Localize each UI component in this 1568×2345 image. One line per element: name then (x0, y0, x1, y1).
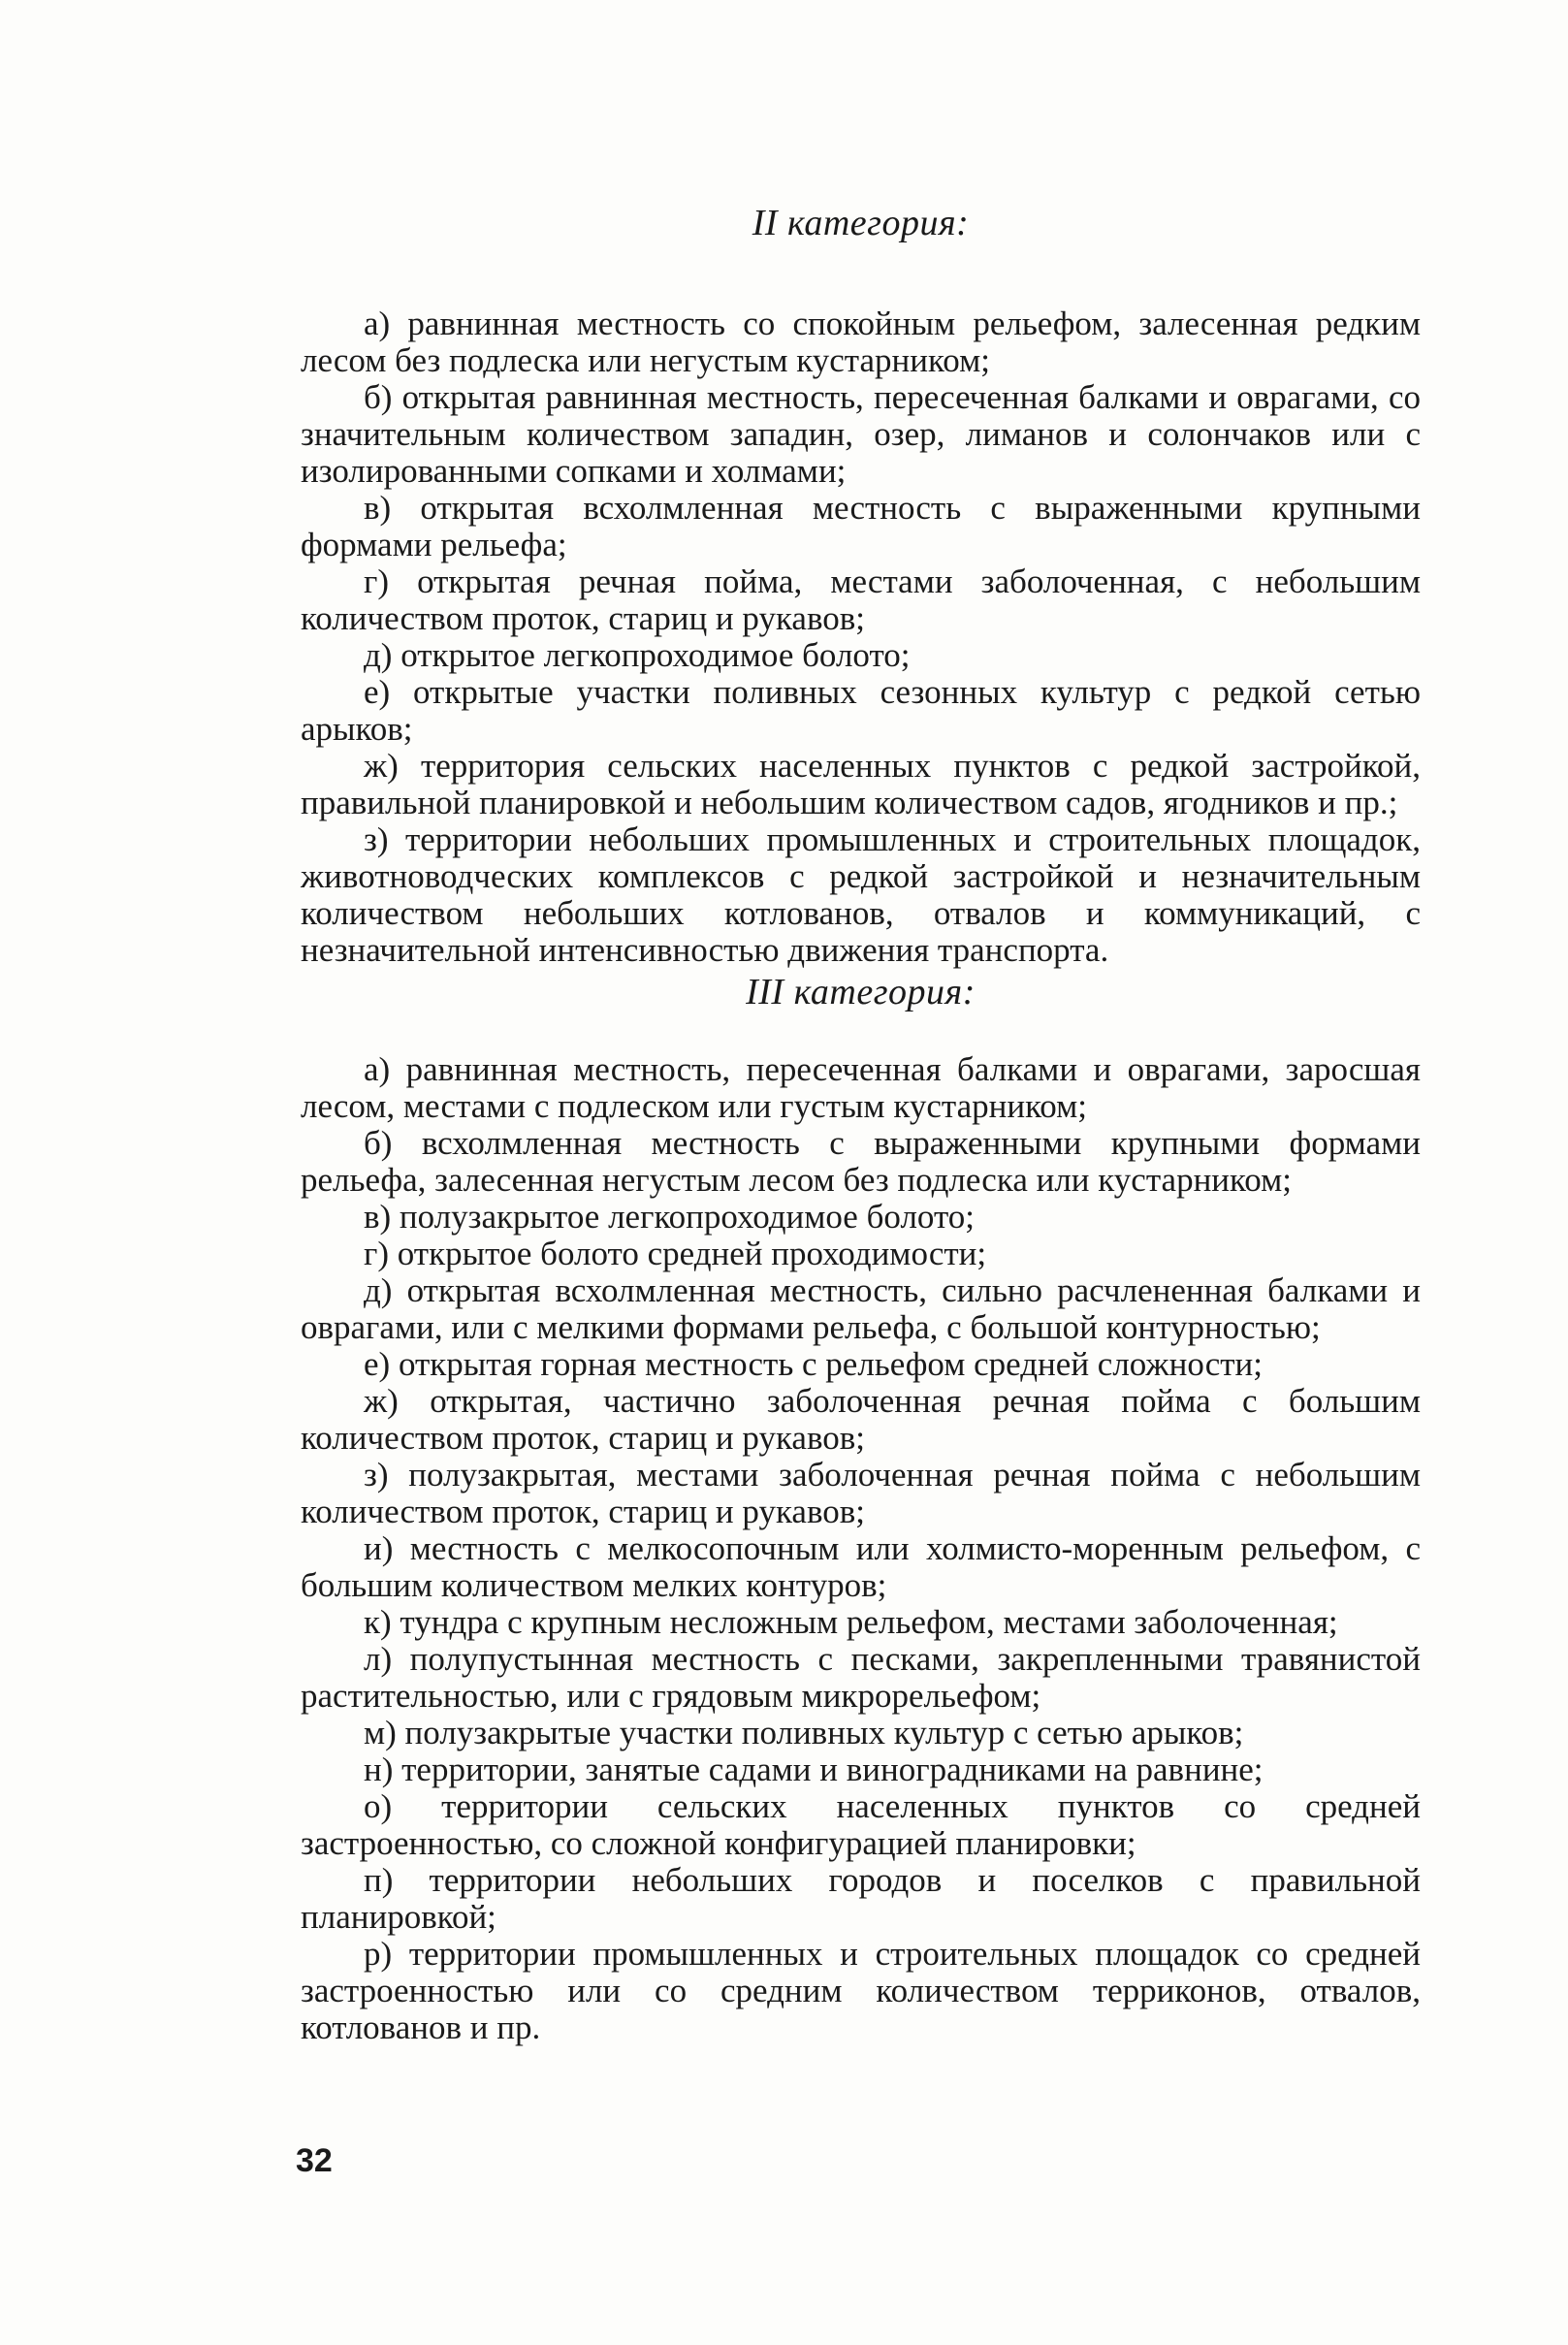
section-heading: II категория: (752, 203, 970, 243)
list-item: г) открытая речная пойма, местами заболоченная, с небольшим количеством проток, стариц и рукавов; (301, 562, 1421, 637)
list-item: ж) открытая, частично заболоченная речная пойма с большим количеством проток, стариц и рукавов; (301, 1382, 1421, 1457)
page-number: 32 (296, 2142, 333, 2179)
list-item: б) всхолмленная местность с выраженными крупными формами рельефа, залесенная негустым лесом без подлеска или кустарником; (301, 1124, 1421, 1199)
list-item: а) равнинная местность со спокойным рельефом, залесенная редким лесом без подлеска или негустым кустарником; (301, 305, 1421, 379)
list-item: з) территории небольших промышленных и строительных площадок, животноводческих комплексов с редкой застройкой и незначительным количеством небольших котлованов, отвалов и коммуникаций, с незначительной интенсивностью движения транспорта. (301, 820, 1421, 969)
list-item: б) открытая равнинная местность, пересеченная балками и оврагами, со значительным количеством западин, озер, лиманов и солончаков или с изолированными сопками и холмами; (301, 378, 1421, 490)
list-item: м) полузакрытые участки поливных культур с сетью арыков; (364, 1714, 1244, 1751)
category-list (301, 1051, 1421, 2046)
list-item: л) полупустынная местность с песками, закрепленными травянистой растительностью, или с грядовым микрорельефом; (301, 1640, 1421, 1715)
list-item: в) открытая всхолмленная местность с выраженными крупными формами рельефа; (301, 489, 1421, 563)
list-item: а) равнинная местность, пересеченная балками и оврагами, заросшая лесом, местами с подлеском или густым кустарником; (301, 1050, 1421, 1125)
list-item: д) открытая всхолмленная местность, сильно расчлененная балками и оврагами, или с мелкими формами рельефа, с большой контурностью; (301, 1271, 1421, 1346)
list-item: в) полузакрытое легкопроходимое болото; (364, 1198, 975, 1236)
list-item: р) территории промышленных и строительных площадок со средней застроенностью или со средним количеством терриконов, отвалов, котлованов и пр. (301, 1935, 1421, 2046)
list-item: н) территории, занятые садами и виноградниками на равнине; (364, 1751, 1264, 1788)
list-item: з) полузакрытая, местами заболоченная речная пойма с небольшим количеством проток, стариц и рукавов; (301, 1456, 1421, 1530)
list-item: к) тундра с крупным несложным рельефом, местами заболоченная; (364, 1603, 1338, 1641)
list-item: д) открытое легкопроходимое болото; (364, 636, 911, 674)
list-item: о) территории сельских населенных пунктов со средней застроенностью, со сложной конфигурацией планировки; (301, 1787, 1421, 1862)
list-item: п) территории небольших городов и поселков с правильной планировкой; (301, 1861, 1421, 1936)
section-category-3 (301, 970, 1421, 2046)
list-item: е) открытые участки поливных сезонных культур с редкой сетью арыков; (301, 673, 1421, 748)
list-item: ж) территория сельских населенных пунктов с редкой застройкой, правильной планировкой и небольшим количеством садов, ягодников и пр.; (301, 747, 1421, 821)
category-list (301, 305, 1421, 969)
list-item: е) открытая горная местность с рельефом средней сложности; (364, 1345, 1264, 1383)
list-item: г) открытое болото средней проходимости; (364, 1235, 987, 1272)
list-item: и) местность с мелкосопочным или холмисто-моренным рельефом, с большим количеством мелких контуров; (301, 1529, 1421, 1604)
section-category-2 (301, 201, 1421, 969)
section-heading: III категория: (746, 972, 976, 1012)
